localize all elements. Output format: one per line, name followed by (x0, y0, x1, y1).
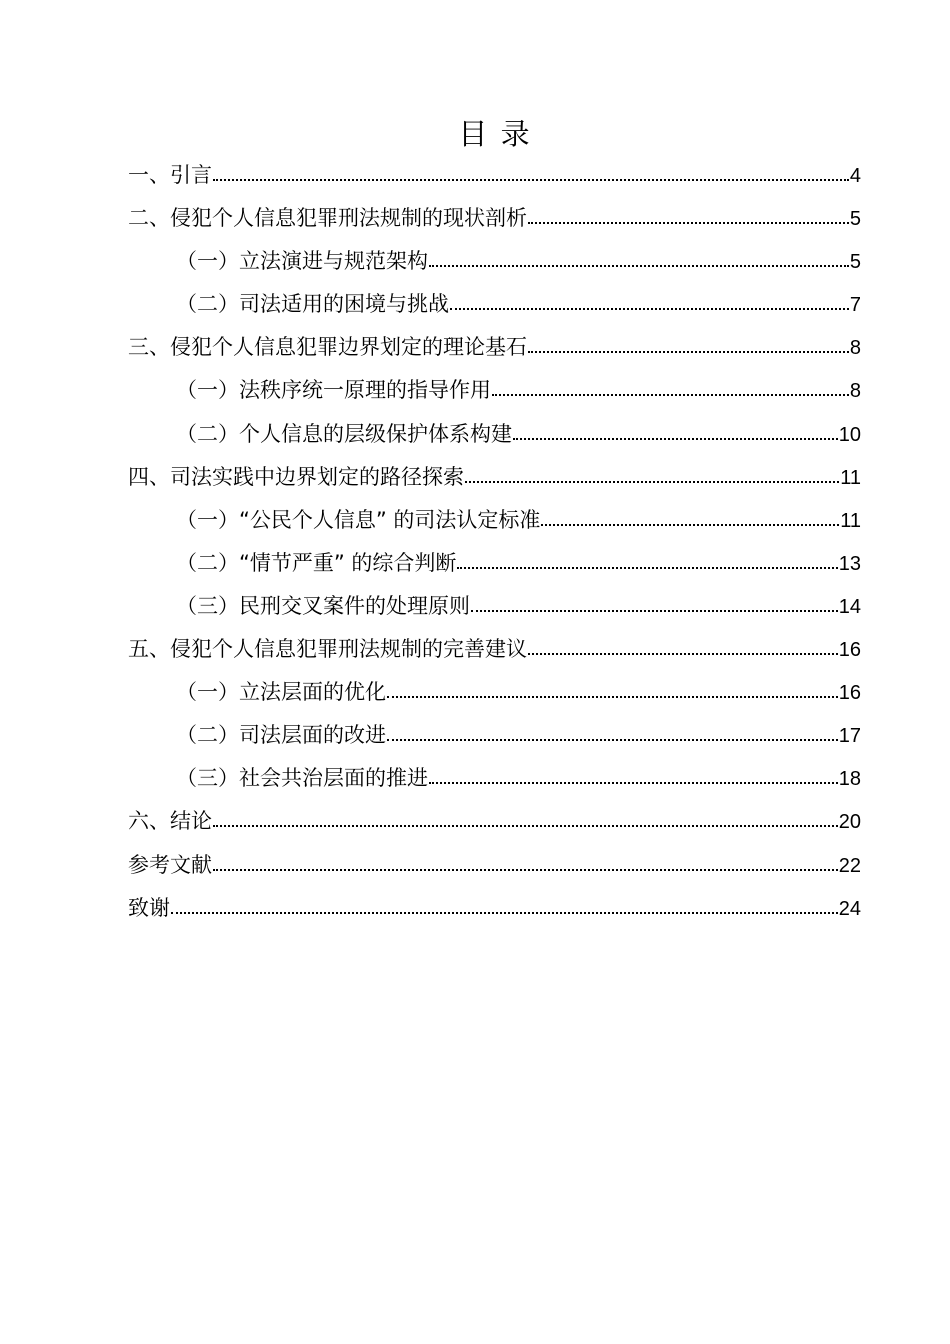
toc-entry-label: 六、结论 (128, 809, 212, 834)
dot-leader (457, 566, 837, 569)
toc-entry-page: 5 (849, 208, 861, 231)
toc-entry-label: （二）司法层面的改进 (176, 723, 386, 748)
toc-entry[interactable] (128, 499, 861, 542)
toc-entry[interactable] (128, 456, 861, 499)
toc-entry-label: （一）法秩序统一原理的指导作用 (176, 378, 491, 403)
toc-entry-label: （二）司法适用的困境与挑战 (176, 292, 449, 317)
dot-leader (213, 868, 838, 871)
toc-entry-page: 16 (838, 639, 861, 662)
toc-entry-page: 7 (849, 294, 861, 317)
toc-entry[interactable] (128, 800, 861, 843)
toc-entry-page: 24 (838, 897, 861, 920)
toc-entry-label: 五、侵犯个人信息犯罪刑法规制的完善建议 (128, 637, 527, 662)
dot-leader (528, 350, 849, 353)
toc-entry-page: 20 (838, 811, 861, 834)
toc-entry-page: 13 (838, 552, 861, 575)
dot-leader (429, 264, 849, 267)
toc-entry[interactable] (128, 844, 861, 887)
toc-entry-label: （一）立法层面的优化 (176, 680, 386, 705)
dot-leader (465, 480, 839, 483)
toc-entry-label: 致谢 (128, 895, 170, 920)
toc-entry[interactable] (128, 887, 861, 930)
toc-entry[interactable] (128, 585, 861, 628)
dot-leader (387, 695, 838, 698)
toc-entry-label: （一）立法演进与规范架构 (176, 249, 428, 274)
toc-entry-page: 8 (849, 380, 861, 403)
toc-entry-label: 二、侵犯个人信息犯罪刑法规制的现状剖析 (128, 206, 527, 231)
toc-entry[interactable] (128, 240, 861, 283)
toc-entry-page: 22 (838, 854, 861, 877)
toc-entry-page: 4 (849, 165, 861, 187)
dot-leader (541, 523, 839, 526)
dot-leader (528, 652, 838, 655)
toc-entry-page: 11 (840, 466, 861, 489)
toc-entry-label: 参考文献 (128, 852, 212, 877)
toc-entry[interactable] (128, 542, 861, 585)
toc-entry-label: （三）民刑交叉案件的处理原则 (176, 593, 470, 618)
toc-entry-page: 14 (838, 595, 861, 618)
toc-entry-label: 三、侵犯个人信息犯罪边界划定的理论基石 (128, 335, 527, 360)
toc-entry-label: （一）“公民个人信息” 的司法认定标准 (176, 507, 541, 532)
toc-entry[interactable] (128, 369, 861, 412)
toc-entry[interactable] (128, 154, 861, 197)
toc-entry[interactable] (128, 671, 861, 714)
toc-entry-label: （三）社会共治层面的推进 (176, 766, 428, 791)
toc-entry[interactable] (128, 628, 861, 671)
dot-leader (492, 393, 849, 396)
toc-entry-label: （二）个人信息的层级保护体系构建 (176, 421, 512, 446)
dot-leader (213, 178, 849, 181)
toc-list (128, 154, 861, 930)
toc-entry-page: 18 (838, 768, 861, 791)
toc-title: 目 录 (458, 117, 532, 151)
toc-entry[interactable] (128, 714, 861, 757)
dot-leader (513, 437, 838, 440)
toc-entry[interactable] (128, 283, 861, 326)
toc-entry-page: 16 (838, 682, 861, 705)
toc-entry[interactable] (128, 326, 861, 369)
toc-entry-page: 10 (838, 423, 861, 446)
dot-leader (213, 824, 838, 827)
dot-leader (450, 307, 849, 310)
dot-leader (471, 609, 838, 612)
toc-entry-page: 11 (840, 509, 861, 532)
toc-entry[interactable] (128, 413, 861, 456)
toc-entry[interactable] (128, 197, 861, 240)
toc-entry-page: 5 (849, 251, 861, 274)
dot-leader (387, 738, 838, 741)
toc-entry-label: 一、引言 (128, 163, 212, 187)
toc-entry-page: 17 (838, 725, 861, 748)
toc-entry-label: （二）“情节严重” 的综合判断 (176, 550, 457, 575)
dot-leader (171, 911, 838, 914)
toc-entry[interactable] (128, 757, 861, 800)
toc-entry-page: 8 (849, 337, 861, 360)
dot-leader (429, 781, 838, 784)
toc-entry-label: 四、司法实践中边界划定的路径探索 (128, 464, 464, 489)
dot-leader (528, 221, 849, 224)
